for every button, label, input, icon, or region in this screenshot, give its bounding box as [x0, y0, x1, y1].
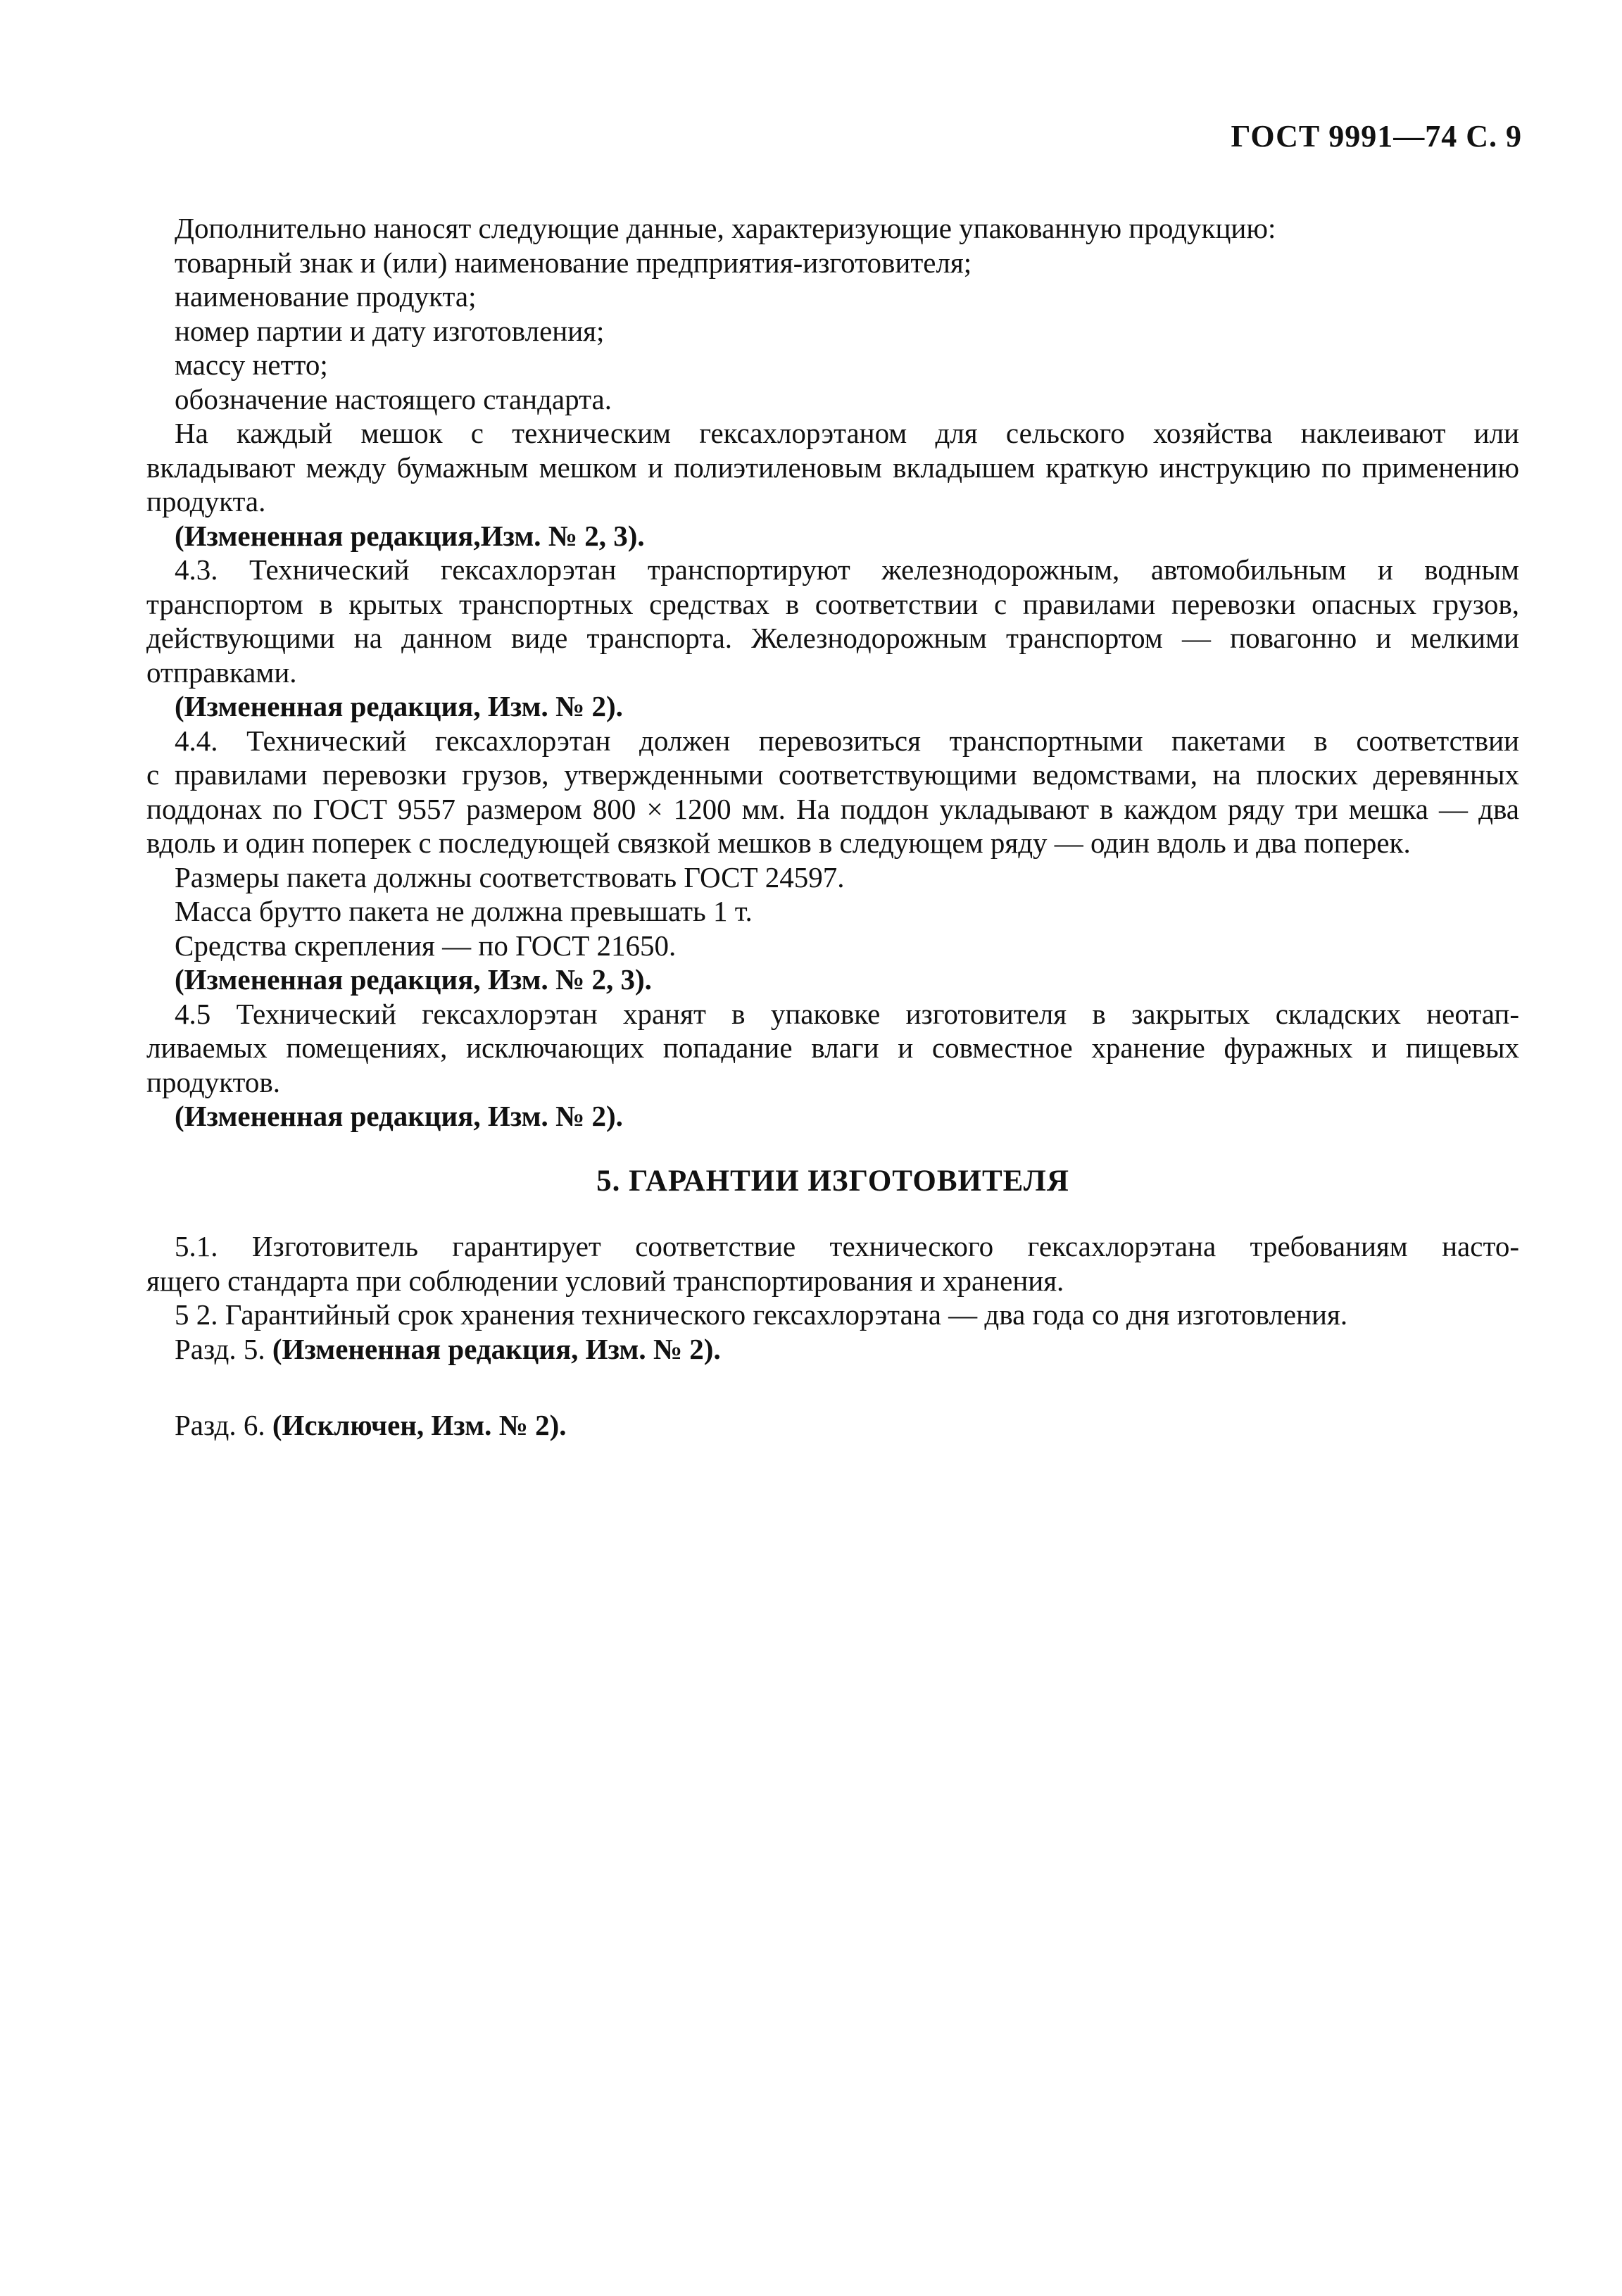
page-header: ГОСТ 9991—74 С. 9: [1231, 119, 1522, 153]
list-item: наименование продукта;: [175, 280, 477, 313]
section-6-note: [175, 1408, 1519, 1443]
spacer: [175, 1366, 1519, 1408]
intro-paragraph: Дополнительно наносят следующие данные, характеризующие упакованную продукцию:: [175, 212, 1276, 244]
clause-4-4: с правилами перевозки грузов, утвержденными соответствующими ведомствами, на плоских деревянных поддонах по ГОСТ 9557 размером 800 × 1200 мм. На поддон укладывают в каждом ряду три мешка — два вдоль и один поперек с последующей связкой мешков в следующем ряду — один вдоль и два поперек.: [146, 758, 1519, 859]
section-5-title: 5. ГАРАНТИИ ИЗГОТОВИТЕЛЯ: [596, 1164, 1069, 1198]
clause-4-3: транспортом в крытых транспортных средствах в соответствии с правилами перевозки опасных грузов, действующими на данном виде транспорта. Железнодорожным транспортом — повагонно и мелкими отправками.: [146, 587, 1519, 689]
clause-4-4-first-line: 4.4. Технический гексахлорэтан должен перевозиться транспортными пакетами в соответствии: [175, 724, 1519, 757]
clause-5-1: ящего стандарта при соблюдении условий транспортирования и хранения.: [146, 1264, 1064, 1297]
clause-4-4-size: Размеры пакета должны соответствовать ГОСТ 24597.: [175, 860, 845, 893]
list-item: массу нетто;: [175, 349, 328, 381]
clause-5-1-first-line: 5.1. Изготовитель гарантирует соответствие технического гексахлорэтана требованиям насто-: [175, 1230, 1519, 1262]
revision-note: (Измененная редакция,Изм. № 2, 3).: [175, 519, 645, 552]
revision-note: (Измененная редакция, Изм. № 2, 3).: [175, 963, 652, 996]
section-5-revision-note: (Измененная редакция, Изм. № 2).: [272, 1332, 721, 1365]
bag-note-first-line: На каждый мешок с техническим гексахлорэтаном для сельского хозяйства наклеивают или: [175, 417, 1519, 449]
clause-4-4-mass: Масса брутто пакета не должна превышать 1 т.: [175, 895, 753, 927]
section-6-excluded-note: (Исключен, Изм. № 2).: [272, 1409, 567, 1441]
list-item: номер партии и дату изготовления;: [175, 314, 605, 347]
clause-4-3-first-line: 4.3. Технический гексахлорэтан транспортируют железнодорожным, автомобильным и водным: [175, 553, 1519, 586]
bag-note-paragraph: вкладывают между бумажным мешком и полиэтиленовым вкладышем краткую инструкцию по применению продукта.: [146, 451, 1519, 517]
clause-5-2: 5 2. Гарантийный срок хранения технического гексахлорэтана — два года со дня изготовления.: [175, 1298, 1348, 1331]
section-5-revision: [175, 1332, 1519, 1367]
section-5-label: Разд. 5.: [175, 1332, 265, 1365]
list-item: обозначение настоящего стандарта.: [175, 382, 612, 415]
list-item: товарный знак и (или) наименование предприятия-изготовителя;: [175, 246, 972, 279]
clause-4-5-first-line: 4.5 Технический гексахлорэтан хранят в упаковке изготовителя в закрытых складских неотап-: [175, 997, 1519, 1030]
revision-note: (Измененная редакция, Изм. № 2).: [175, 690, 623, 722]
document-body: [146, 211, 1519, 1443]
clause-4-5: ливаемых помещениях, исключающих попадание влаги и совместное хранение фуражных и пищевых продуктов.: [146, 1031, 1519, 1098]
clause-4-4-fixing: Средства скрепления — по ГОСТ 21650.: [175, 929, 677, 962]
revision-note: (Измененная редакция, Изм. № 2).: [175, 1100, 623, 1132]
section-6-label: Разд. 6.: [175, 1409, 265, 1441]
